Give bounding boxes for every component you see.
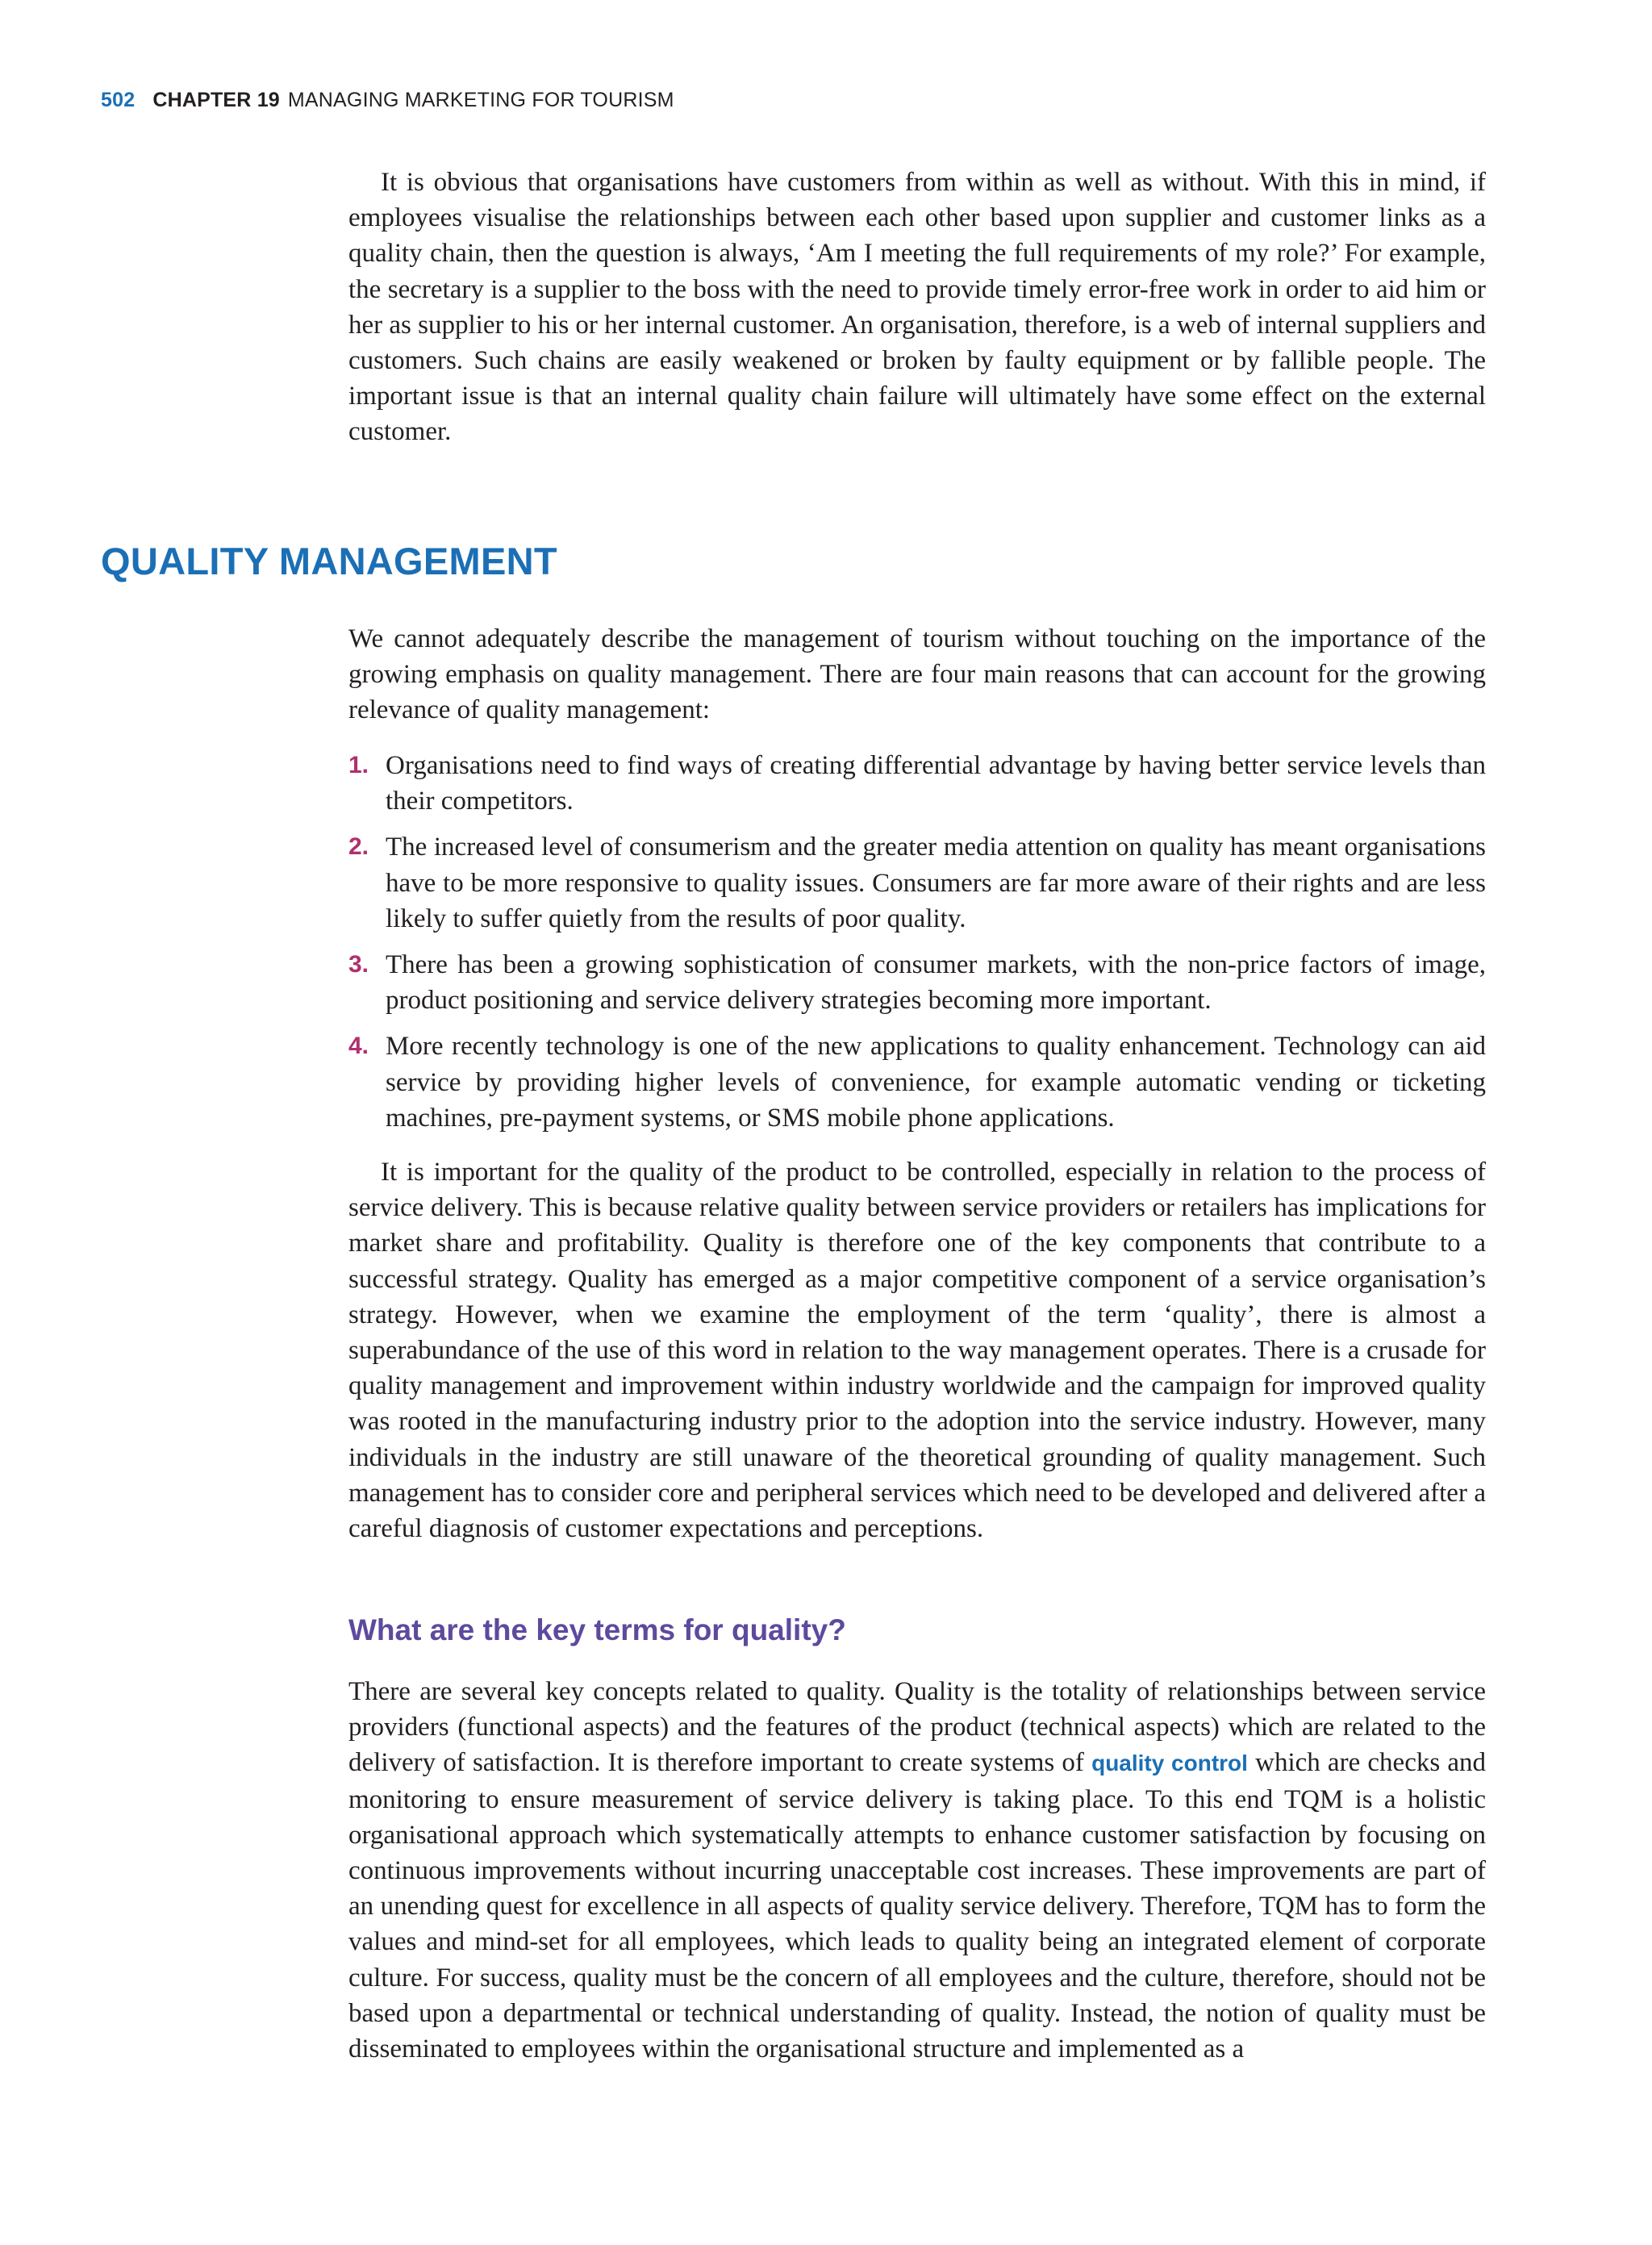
key-terms-paragraph-block (348, 1674, 1486, 2067)
subsection-heading: What are the key terms for quality? (348, 1613, 846, 1646)
list-item (348, 947, 1486, 1018)
list-item (348, 1029, 1486, 1136)
page-number: 502 (101, 89, 136, 111)
intro-paragraph-block (348, 165, 1486, 450)
list-number: 2. (348, 833, 369, 861)
list-number: 3. (348, 951, 369, 979)
running-header (101, 89, 674, 112)
key-terms-text-after: which are checks and monitoring to ensure measurement of service delivery is taking place. To this end TQM is a holistic organisational approach which systematically attempts to enhance customer satisfaction by focusing on continuous improvements without incurring unacceptable cost increases. These improvements are part of an unending quest for excellence in all aspects of quality service delivery. Therefore, TQM has to form the values and mind-set for all employees, which leads to quality being an integrated element of corporate culture. For success, quality must be the concern of all employees and the culture, therefore, should not be based upon a departmental or technical understanding of quality. Instead, the notion of quality must be disseminated to employees within the organisational structure and implemented as a (348, 1748, 1487, 2064)
lead-paragraph-block (348, 621, 1486, 728)
chapter-label: CHAPTER 19 (152, 89, 280, 111)
list-item-text: The increased level of consumerism and the greater media attention on quality has meant organisations have to be more responsive to quality issues. Consumers are far more aware of their rights and are less likely to suffer quietly from the results of poor quality. (386, 832, 1486, 933)
section-heading: QUALITY MANAGEMENT (101, 540, 557, 582)
key-term-quality-control: quality control (1091, 1751, 1248, 1776)
lead-paragraph: We cannot adequately describe the management of tourism without touching on the importance of the growing emphasis on quality management. There are four main reasons that can account for the growing relevance of quality management: (348, 624, 1486, 725)
control-paragraph-block (348, 1154, 1486, 1546)
intro-paragraph: It is obvious that organisations have customers from within as well as without. With this in mind, if employees visualise the relationships between each other based upon supplier and customer links as a quality chain, then the question is always, ‘Am I meeting the full requirements of my role?’ For example, the secretary is a supplier to the boss with the need to provide timely error-free work in order to aid him or her as supplier to his or her internal customer. An organisation, therefore, is a web of internal suppliers and customers. Such chains are easily weakened or broken by faulty equipment or by fallible people. The important issue is that an internal quality chain failure will ultimately have some effect on the external customer. (348, 168, 1486, 447)
reasons-list (348, 748, 1486, 1146)
key-terms-text-before: There are several key concepts related to quality. Quality is the totality of relationships between service providers (functional aspects) and the features of the product (technical aspects) which are related to the delivery of satisfaction. It is therefore important to create systems of (348, 1677, 1486, 1778)
key-terms-paragraph (348, 1674, 1486, 2067)
list-item-text: Organisations need to find ways of creating differential advantage by having better service levels than their competitors. (386, 751, 1486, 816)
list-number: 1. (348, 752, 369, 778)
control-paragraph: It is important for the quality of the product to be controlled, especially in relation to the process of service delivery. This is because relative quality between service providers or retailers has implications for market share and profitability. Quality is therefore one of the key components that contribute to a successful strategy. Quality has emerged as a major competitive component of a service organisation’s strategy. However, when we examine the employment of the term ‘quality’, there is almost a superabundance of the use of this word in relation to the way management operates. There is a crusade for quality management and improvement within industry worldwide and the campaign for improved quality was rooted in the manufacturing industry prior to the adoption into the service industry. However, many individuals in the industry are still unaware of the theoretical grounding of quality management. Such management has to consider core and peripheral services which need to be developed and delivered after a careful diagnosis of customer expectations and perceptions. (348, 1158, 1486, 1544)
list-item-text: More recently technology is one of the new applications to quality enhancement. Technology can aid service by providing higher levels of convenience, for example automatic vending or ticketing machines, pre-payment systems, or SMS mobile phone applications. (386, 1032, 1486, 1133)
list-item (348, 748, 1486, 819)
chapter-title: MANAGING MARKETING FOR TOURISM (287, 89, 674, 111)
list-item-text: There has been a growing sophistication of consumer markets, with the non-price factors of image, product positioning and service delivery strategies becoming more important. (386, 950, 1486, 1016)
list-number: 4. (348, 1033, 369, 1060)
list-item (348, 829, 1486, 937)
